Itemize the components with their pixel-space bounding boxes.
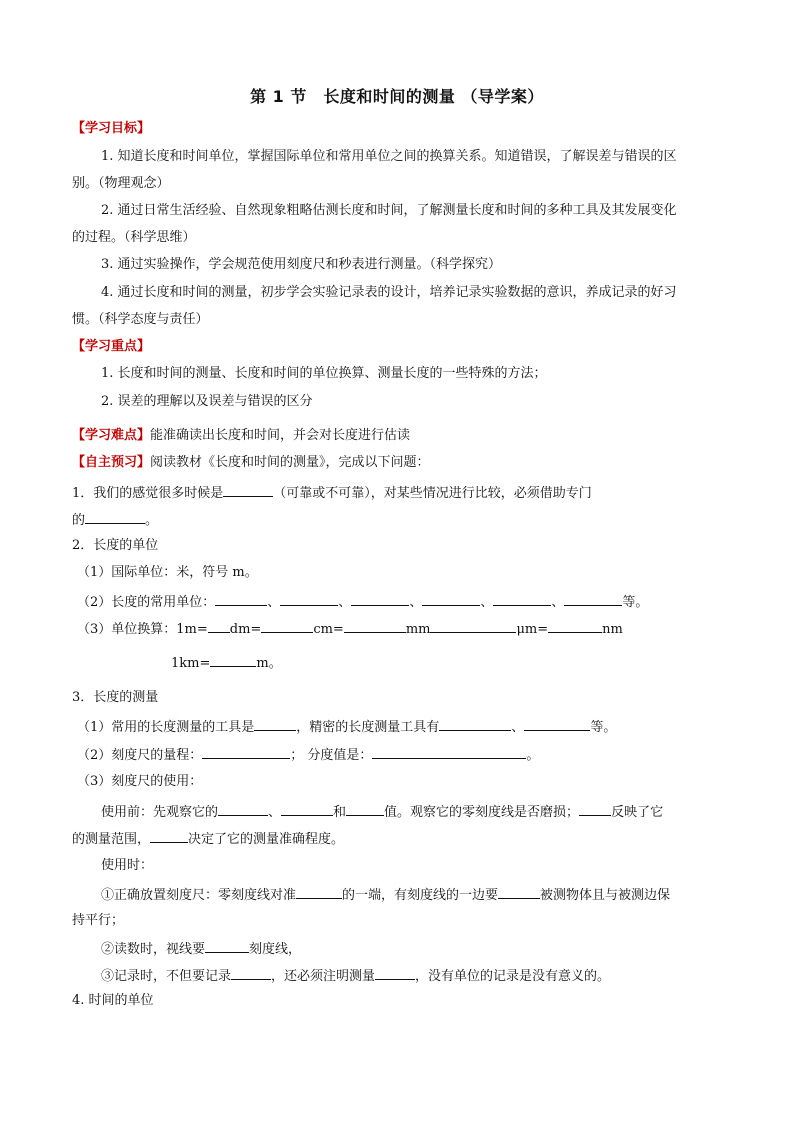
goal-3: 3. 通过实验操作，学会规范使用刻度尺和秒表进行测量。（科学探究） xyxy=(101,257,502,272)
question-3-heading: 3．长度的测量 xyxy=(72,690,159,705)
blank[interactable] xyxy=(254,716,296,731)
blank[interactable] xyxy=(430,618,516,633)
goal-1-line2: 别。（物理观念） xyxy=(72,176,170,191)
blank[interactable] xyxy=(202,744,290,759)
question-2-item-3: （3）单位换算：1m= dm= cm= mm μm= nm xyxy=(77,618,623,640)
blank[interactable] xyxy=(150,828,188,843)
page-title: 第 1 节 长度和时间的测量 （导学案） xyxy=(250,87,544,106)
question-2-heading: 2．长度的单位 xyxy=(72,538,159,553)
question-2-item-2: （2）长度的常用单位： 、 、 、 、 、 等。 xyxy=(77,591,648,613)
blank[interactable] xyxy=(439,716,511,731)
blank[interactable] xyxy=(579,801,611,816)
blank[interactable] xyxy=(218,801,268,816)
blank[interactable] xyxy=(296,884,342,899)
goal-2-line2: 的过程。（科学思维） xyxy=(72,230,196,245)
preview-header: 【自主预习】 xyxy=(72,455,151,470)
key-point-2: 2. 误差的理解以及误差与错误的区分 xyxy=(101,394,313,409)
blank[interactable] xyxy=(498,884,540,899)
question-2-km: 1km= m。 xyxy=(171,652,282,674)
blank[interactable] xyxy=(208,618,230,633)
ruler-rule-3: ③记录时，不但要记录 ，还必须注明测量 ，没有单位的记录是没有意义的。 xyxy=(101,965,610,987)
goal-4-line2: 惯。（科学态度与责任） xyxy=(72,312,209,327)
blank[interactable] xyxy=(205,938,249,953)
difficulty-header: 【学习难点】 xyxy=(72,428,151,443)
blank[interactable] xyxy=(85,509,145,524)
question-4-heading: 4. 时间的单位 xyxy=(72,993,154,1008)
blank[interactable] xyxy=(372,744,526,759)
question-3-item-3: （3）刻度尺的使用： xyxy=(77,774,203,789)
blank[interactable] xyxy=(261,618,313,633)
blank[interactable] xyxy=(223,482,273,497)
ruler-rule-2: ②读数时，视线要 刻度线， xyxy=(101,938,301,960)
blank[interactable] xyxy=(351,591,409,606)
ruler-rule-1-line1: ①正确放置刻度尺：零刻度线对准 的一端，有刻度线的一边要 被测物体且与被测边保 xyxy=(101,884,670,906)
preview-line xyxy=(72,453,430,473)
blank[interactable] xyxy=(564,591,622,606)
goal-1-line1: 1. 知道长度和时间单位，掌握国际单位和常用单位之间的换算关系。知道错误，了解误差与错误的区 xyxy=(101,149,677,164)
difficulty-text: 能准确读出长度和时间，并会对长度进行估读 xyxy=(150,428,411,443)
ruler-before-use-line1: 使用前：先观察它的 、 和 值。观察它的零刻度线是否磨损； 反映了它 xyxy=(101,801,663,823)
question-3-item-2: （2）刻度尺的量程： ； 分度值是： 。 xyxy=(77,744,539,766)
key-point-1: 1. 长度和时间的测量、长度和时间的单位换算、测量长度的一些特殊的方法； xyxy=(101,366,547,381)
difficulty-line xyxy=(72,426,410,446)
question-3-item-1: （1）常用的长度测量的工具是 ，精密的长度测量工具有 、 等。 xyxy=(77,716,616,738)
blank[interactable] xyxy=(493,591,551,606)
goal-4-line1: 4. 通过长度和时间的测量，初步学会实验记录表的设计，培养记录实验数据的意识，养成记录的好习 xyxy=(101,285,677,300)
blank[interactable] xyxy=(422,591,480,606)
goal-2-line1: 2. 通过日常生活经验、自然现象粗略估测长度和时间，了解测量长度和时间的多种工具及其发展变化 xyxy=(101,203,677,218)
blank[interactable] xyxy=(280,591,338,606)
blank[interactable] xyxy=(281,801,333,816)
blank[interactable] xyxy=(344,618,406,633)
ruler-before-use-line2: 的测量范围， 决定了它的测量准确程度。 xyxy=(72,828,344,850)
ruler-in-use-label: 使用时： xyxy=(101,858,154,873)
blank[interactable] xyxy=(210,652,256,667)
blank[interactable] xyxy=(548,618,602,633)
question-2-item-1: （1）国际单位：米，符号 m。 xyxy=(77,565,258,580)
blank[interactable] xyxy=(375,965,415,980)
preview-text: 阅读教材《长度和时间的测量》，完成以下问题： xyxy=(150,455,430,470)
blank[interactable] xyxy=(215,591,267,606)
blank[interactable] xyxy=(231,965,271,980)
blank[interactable] xyxy=(346,801,384,816)
goals-header: 【学习目标】 xyxy=(72,121,151,136)
key-points-header: 【学习重点】 xyxy=(72,339,151,354)
question-1-line2: 的 。 xyxy=(72,509,158,531)
ruler-rule-1-line2: 持平行； xyxy=(72,913,125,928)
blank[interactable] xyxy=(524,716,590,731)
question-1-line1: 1．我们的感觉很多时候是 （可靠或不可靠），对某些情况进行比较，必须借助专门 xyxy=(72,482,592,504)
